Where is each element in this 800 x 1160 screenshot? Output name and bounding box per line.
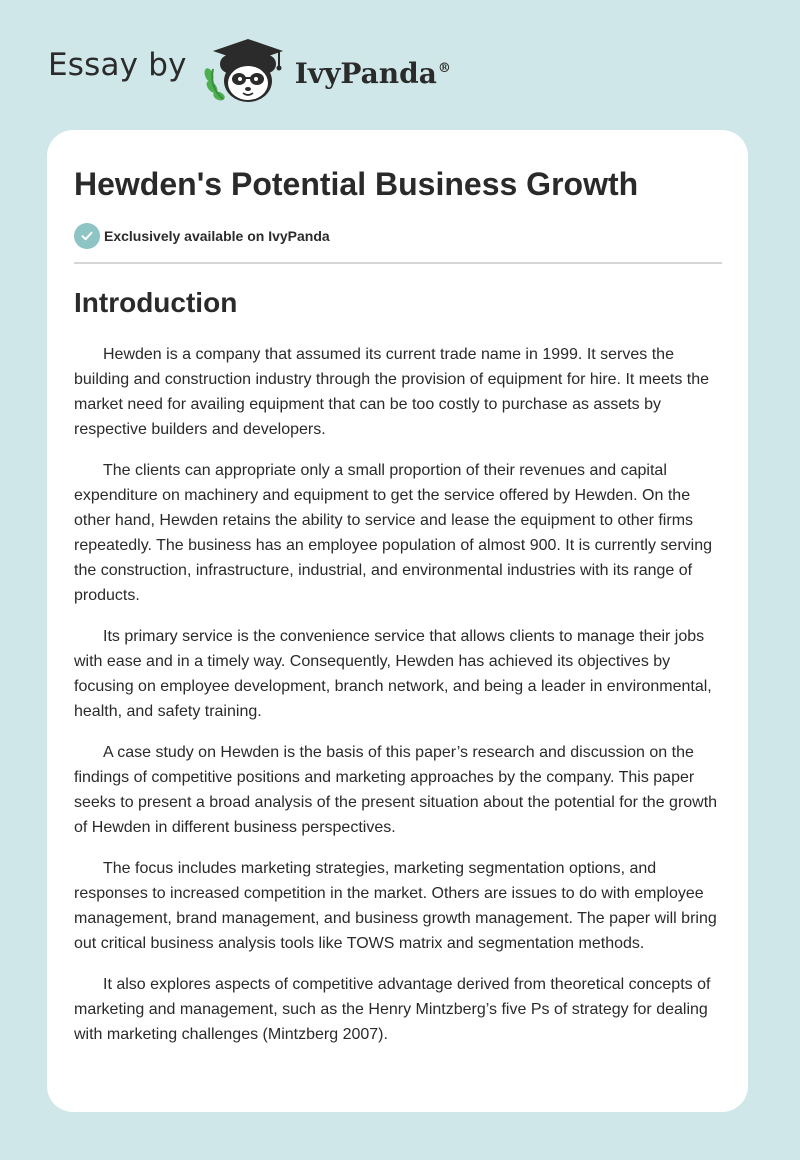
- essay-card: [47, 130, 748, 1112]
- divider: [74, 262, 722, 264]
- section-heading: Introduction: [74, 287, 238, 318]
- paragraph: Hewden is a company that assumed its current trade name in 1999. It serves the building and construction industry through the provision of equipment for hire. It meets the market need for availing equipment that can be too costly to purchase as assets by respective builders and developers.: [74, 346, 710, 438]
- check-circle-icon: [74, 223, 100, 249]
- brand-name[interactable]: IvyPanda®: [294, 56, 451, 90]
- exclusive-badge: [74, 222, 722, 250]
- paragraph: A case study on Hewden is the basis of this paper’s research and discussion on the findings of competitive positions and marketing approaches by the company. This paper seeks to present a broad analysis of the present situation about the potential for the growth of Hewden in different business perspectives.: [74, 744, 718, 836]
- page-title: Hewden's Potential Business Growth: [74, 166, 639, 202]
- paragraph: The focus includes marketing strategies, marketing segmentation options, and responses to increased competition in the market. Others are issues to do with employee management, brand management, and business growth management. The paper will bring out critical business analysis tools like TOWS matrix and segmentation methods.: [74, 860, 717, 952]
- paragraph: The clients can appropriate only a small proportion of their revenues and capital expenditure on machinery and equipment to get the service offered by Hewden. On the other hand, Hewden retains the ability to service and lease the equipment to other firms repeatedly. The business has an employee population of almost 900. It is currently serving the construction, infrastructure, industrial, and environmental industries with its range of products.: [74, 462, 712, 604]
- badge-text: Exclusively available on IvyPanda: [104, 228, 330, 244]
- essay-body: [74, 342, 722, 1047]
- paragraph: It also explores aspects of competitive advantage derived from theoretical concepts of marketing and management, such as the Henry Mintzberg’s five Ps of strategy for dealing with marketing challenges (Mintzberg 2007).: [74, 976, 711, 1043]
- registered-mark: ®: [437, 61, 451, 77]
- panda-graduate-icon[interactable]: [201, 35, 293, 107]
- paragraph: Its primary service is the convenience service that allows clients to manage their jobs with ease and in a timely way. Consequently, Hewden has achieved its objectives by focusing on employee development, branch network, and being a leader in environmental, health, and safety training.: [74, 628, 712, 720]
- site-header: [48, 36, 451, 106]
- brand-prefix: Essay by: [48, 47, 187, 83]
